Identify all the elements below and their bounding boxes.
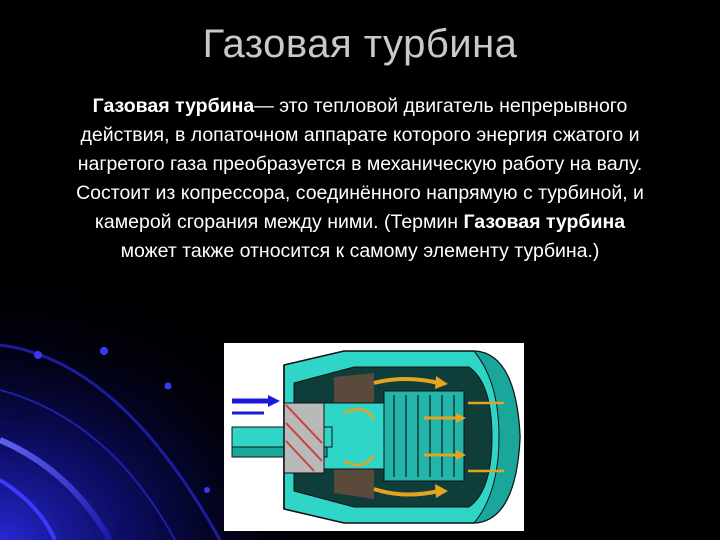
turbine-cutaway-drawing	[224, 343, 524, 531]
decor-dot	[100, 347, 108, 355]
term-bold: Газовая турбина	[463, 211, 626, 233]
term-bold: Газовая турбина	[92, 95, 255, 117]
slide-title: Газовая турбина	[202, 22, 518, 66]
definition-text: — это тепловой двигатель непрерывного действия, в лопаточном аппарате которого энергия сжатого и нагретого газа преобразуется в механическую работу на валу. Состоит из копрессора, соединённого напрямую с турбиной, и камерой сгорания между ними. (Термин	[76, 95, 644, 233]
gas-turbine-illustration	[224, 343, 524, 531]
decor-dot	[204, 487, 210, 493]
definition-text-end: может также относится к самому элементу турбина.)	[120, 240, 600, 262]
decor-dot	[165, 383, 172, 390]
decor-dot	[34, 351, 42, 359]
slide-body-text	[72, 92, 648, 266]
